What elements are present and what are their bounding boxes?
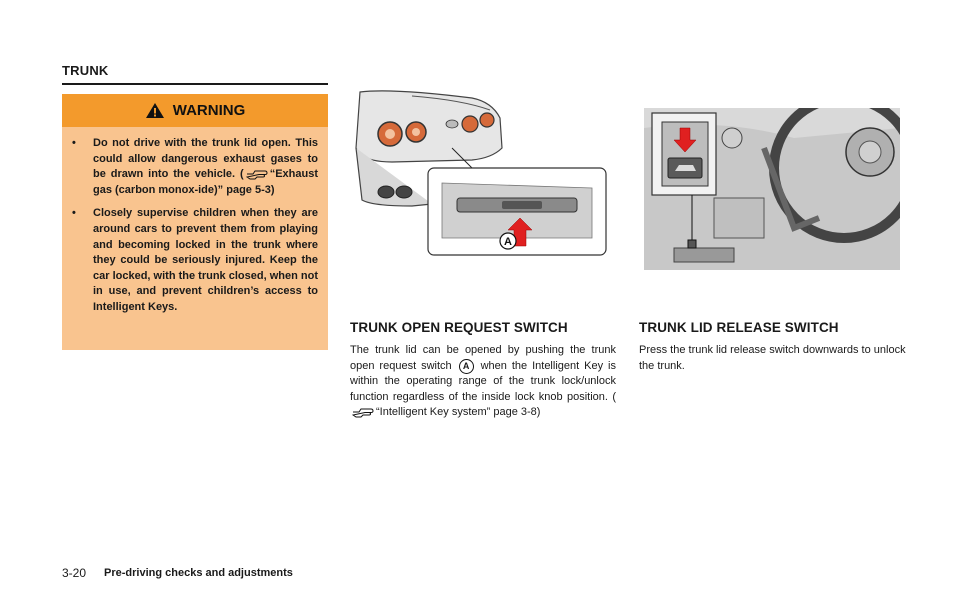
tail-light [480, 113, 494, 127]
trunk-open-heading: TRUNK OPEN REQUEST SWITCH [350, 320, 568, 335]
trunk-lid-heading: TRUNK LID RELEASE SWITCH [639, 320, 839, 335]
callout-a-label: A [504, 236, 512, 248]
warning-list [72, 136, 318, 324]
warning-item-text: Closely supervise children when they are around cars to prevent them from playing and becoming locked in the trunk where they could be seriously injured. Keep the car locked, with the trunk closed, when not in use, and prevent children’s access to Intelligent Keys. [93, 207, 318, 313]
warning-item-text: Do not drive with the trunk lid open. This could allow dangerous exhaust gases to be drawn into the vehicle. ( [93, 137, 318, 181]
trunk-open-text-cont: when the Intelligent Key is within the operating range of the trunk lock/unlock function regardless of the inside lock knob position. ( [350, 359, 616, 403]
trunk-lid-release-figure [644, 108, 900, 270]
trunk-switch-figure [352, 88, 610, 260]
trunk-open-body [350, 343, 616, 421]
trunk-lid-body: Press the trunk lid release switch downwards to unlock the trunk. [639, 344, 906, 372]
section-divider [62, 83, 328, 85]
warning-item [72, 206, 318, 315]
bullet: • [72, 137, 76, 149]
car-rear-body [356, 91, 502, 162]
trunk-open-text: The trunk lid can be opened by pushing the trunk open request switch [350, 344, 616, 372]
warning-item [72, 136, 318, 198]
pointing-hand-icon [352, 406, 374, 418]
bullet: • [72, 207, 76, 220]
warning-header [62, 94, 328, 127]
trunk-open-ref[interactable]: “Intelligent Key system” page 3-8) [376, 406, 541, 419]
warning-item-ref[interactable]: “Exhaust gas (carbon monox-ide)” page 5-3) [93, 168, 318, 196]
section-title: TRUNK [62, 63, 109, 78]
tail-light [462, 116, 478, 132]
chapter-title: Pre-driving checks and adjustments [104, 567, 293, 579]
warning-box [62, 94, 328, 350]
pointing-hand-icon [246, 168, 268, 180]
warning-triangle-icon [145, 102, 165, 119]
warning-title: WARNING [172, 102, 246, 119]
page-number: 3-20 [62, 566, 87, 580]
callout-a-marker: A [459, 359, 474, 374]
